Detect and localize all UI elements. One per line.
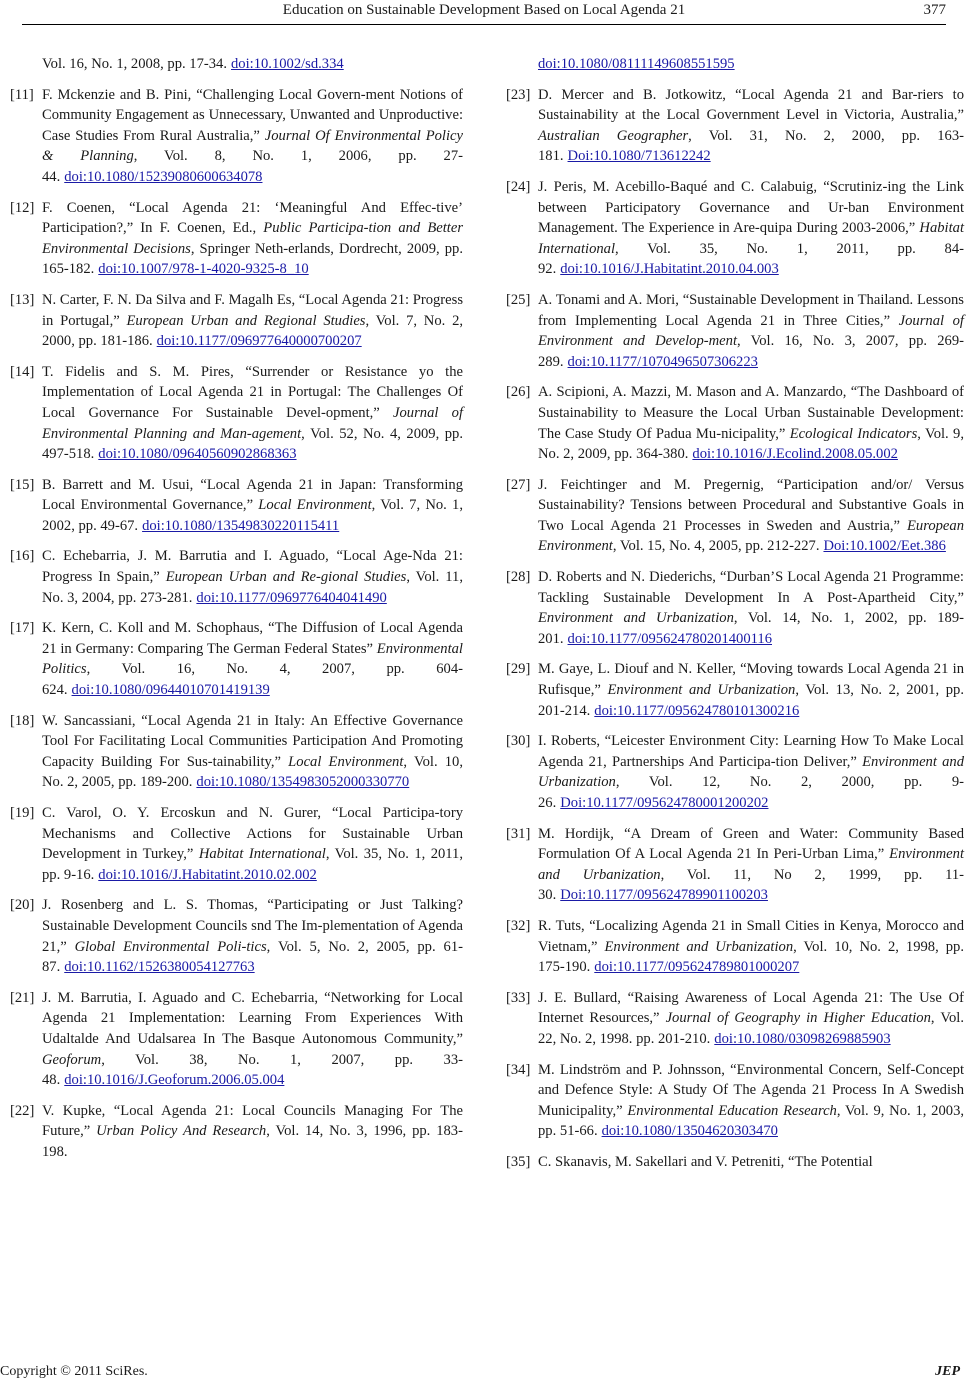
reference-text	[538, 824, 964, 906]
reference-column-right	[506, 54, 964, 1183]
reference-item	[506, 290, 964, 372]
doi-link[interactable]: doi:10.1177/1070496507306223	[567, 353, 758, 370]
reference-number: [16]	[10, 548, 35, 565]
reference-authors-title: N. Carter, F. N. Da Silva and F. Magalh Es, “Local Agenda 21: Progress in Portugal,”	[42, 291, 463, 329]
reference-details: , Vol. 35, No. 1, 2011, pp. 84-92.	[538, 240, 964, 278]
reference-source: European Environment	[538, 517, 964, 555]
reference-source: Journal of Environmental Planning and Man-agement	[42, 404, 463, 442]
reference-number: [18]	[10, 712, 35, 729]
reference-item	[10, 711, 463, 793]
reference-text	[42, 198, 463, 280]
reference-text	[538, 382, 964, 464]
reference-authors-title: C. Varol, O. Y. Ercoskun and N. Gurer, “Local Participa-tory Mechanisms and Collective Actions for Sustainable Urban Development in Turkey,”	[42, 805, 463, 863]
reference-item	[506, 988, 964, 1050]
reference-authors-title: C. Echebarria, J. M. Barrutia and I. Aguado, “Local Age-Nda 21: Progress In Spain,”	[42, 548, 463, 586]
reference-details: , Vol. 12, No. 2, 2000, pp. 9-26.	[538, 774, 964, 811]
reference-authors-title: Vol. 16, No. 1, 2008, pp. 17-34.	[42, 56, 227, 72]
reference-item	[506, 824, 964, 906]
reference-item	[10, 54, 463, 75]
doi-link[interactable]: Doi:10.1002/Eet.386	[823, 538, 946, 555]
reference-source: Environment and Urbanization	[538, 846, 964, 883]
reference-source: Public Participa-tion and Better Environmental Decisions	[42, 220, 464, 257]
reference-authors-title: B. Barrett and M. Usui, “Local Agenda 21 in Japan: Transforming Local Environmental Governance,”	[42, 476, 463, 514]
reference-item	[10, 988, 463, 1091]
doi-link[interactable]: doi:10.1177/0969776404041490	[196, 589, 387, 606]
reference-item	[10, 546, 463, 608]
reference-number: [27]	[506, 476, 531, 493]
reference-text	[538, 85, 964, 167]
reference-item	[506, 475, 964, 557]
reference-item	[506, 1152, 964, 1173]
reference-source: Urban Policy And Research	[96, 1123, 267, 1140]
reference-source: Environment and Urbanization	[607, 682, 796, 699]
doi-link[interactable]: doi:10.1016/J.Habitatint.2010.04.003	[560, 261, 779, 278]
reference-column-left	[10, 54, 463, 1173]
reference-details: , Vol. 10, No. 2, 1998, pp. 175-190.	[538, 938, 964, 976]
reference-number: [29]	[506, 661, 531, 678]
doi-link[interactable]: doi:10.1080/03098269885903	[714, 1030, 891, 1047]
reference-text	[42, 618, 463, 700]
reference-item	[506, 85, 964, 167]
reference-details: , Vol. 13, No. 2, 2001, pp. 201-214.	[538, 682, 964, 719]
reference-number: [34]	[506, 1061, 531, 1078]
reference-details: , Vol. 31, No. 2, 2000, pp. 163-181.	[538, 127, 964, 165]
page-number: 377	[923, 2, 946, 18]
reference-authors-title: J. Peris, M. Acebillo-Baqué and C. Calabuig, “Scrutiniz-ing the Link between Participatory Governance and Ur-ban Environment Management. The Experience in Are-quipa During 2003-2006,”	[538, 178, 964, 237]
header-rule	[22, 24, 946, 25]
reference-source: European Urban and Re-gional Studies	[165, 569, 407, 586]
doi-link[interactable]: doi:10.1080/09644010701419139	[71, 682, 270, 699]
reference-item	[506, 177, 964, 280]
doi-link[interactable]: doi:10.1080/13549830220115411	[142, 517, 340, 534]
reference-source: European Urban and Regional Studies	[126, 312, 366, 329]
reference-source: Environment and Urbanization	[538, 753, 964, 791]
doi-link[interactable]: Doi:10.1177/095624780001200202	[560, 795, 769, 811]
reference-number: [24]	[506, 178, 531, 195]
reference-text	[42, 803, 463, 885]
reference-source: Environment and Urbanization	[538, 610, 734, 627]
running-title: Education on Sustainable Development Based on Local Agenda 21	[282, 2, 686, 18]
reference-source: Journal of Environment and Develop-ment	[538, 312, 964, 350]
doi-link[interactable]: doi:10.1177/095624780201400116	[567, 630, 772, 647]
reference-item	[506, 659, 964, 721]
reference-authors-title: F. Mckenzie and B. Pini, “Challenging Local Govern-ment Notions of Community Engagement as Unnecessary, Unwanted and Unproductive: Case Studies From Rural Australia,”	[42, 86, 463, 144]
reference-authors-title: R. Tuts, “Localizing Agenda 21 in Small Cities in Kenya, Morocco and Vietnam,”	[538, 917, 964, 955]
reference-details: , Vol. 52, No. 4, 2009, pp. 497-518.	[42, 425, 464, 463]
reference-authors-title: M. Lindström and P. Johnsson, “Environmental Concern, Self-Concept and Defence Style: A Study Of The Agenda 21 Process In A Swedish Municipality,”	[538, 1061, 964, 1119]
reference-details: , Vol. 35, No. 1, 2011, pp. 9-16.	[42, 846, 464, 883]
reference-item	[10, 1101, 463, 1163]
reference-details: , Vol. 9, No. 1, 2003, pp. 51-66.	[538, 1102, 965, 1140]
doi-link[interactable]: doi:10.1080/09640560902868363	[98, 446, 297, 463]
reference-authors-title: V. Kupke, “Local Agenda 21: Local Councils Managing For The Future,”	[42, 1102, 463, 1140]
reference-item	[506, 54, 964, 75]
reference-text	[538, 1152, 964, 1173]
reference-source: Environment and Urbanization	[604, 938, 794, 955]
reference-details: , Vol. 7, No. 2, 2000, pp. 181-186.	[42, 312, 464, 350]
reference-source: Environmental Politics	[42, 640, 463, 678]
reference-text	[42, 290, 463, 352]
reference-source: Habitat International	[538, 220, 964, 257]
reference-number: [12]	[10, 199, 35, 216]
reference-number: [35]	[506, 1153, 531, 1170]
reference-text	[538, 475, 964, 557]
reference-details: , Vol. 15, No. 4, 2005, pp. 212-227.	[612, 538, 820, 555]
reference-number: [13]	[10, 291, 35, 308]
doi-link[interactable]: doi:10.1080/1354983052000330770	[196, 774, 410, 791]
reference-authors-title: A. Scipioni, A. Mazzi, M. Mason and A. Manzardo, “The Dashboard of Sustainability to Measure the Local Urban Sustainable Development: The Case Study Of Padua Mu-nicipality,”	[538, 384, 964, 442]
reference-item	[506, 567, 964, 649]
reference-authors-title: I. Roberts, “Leicester Environment City: Learning How To Make Local Agenda 21, Partnerships And Participa-tion Deliver,”	[538, 733, 964, 770]
reference-source: Local Environment	[258, 497, 372, 514]
reference-item	[506, 731, 964, 813]
reference-item	[10, 85, 463, 188]
journal-abbrev: JEP	[935, 1364, 960, 1379]
reference-source: Ecological Indicators	[789, 425, 918, 442]
reference-authors-title: M. Gaye, L. Diouf and N. Keller, “Moving towards Local Agenda 21 in Rufisque,”	[538, 661, 964, 699]
reference-authors-title: F. Coenen, “Local Agenda 21: ‘Meaningful And Effec-tive’ Participation?,” In F. Coenen, Ed.,	[42, 199, 463, 237]
reference-number: [31]	[506, 825, 531, 842]
doi-link[interactable]: doi:10.1080/15239080600634078	[64, 168, 263, 185]
reference-item	[506, 1060, 964, 1142]
reference-text	[42, 85, 463, 188]
reference-number: [15]	[10, 476, 35, 493]
reference-item	[10, 803, 463, 885]
reference-text	[538, 988, 964, 1050]
running-header	[0, 0, 968, 28]
reference-number: [17]	[10, 620, 35, 637]
reference-source: Global Environmental Poli-tics	[74, 938, 267, 955]
reference-number: [23]	[506, 86, 531, 103]
reference-number: [20]	[10, 897, 35, 914]
doi-link[interactable]: doi:10.1016/J.Ecolind.2008.05.002	[692, 446, 898, 463]
reference-item	[10, 290, 463, 352]
reference-text	[538, 567, 964, 649]
reference-number: [22]	[10, 1102, 35, 1119]
reference-authors-title: D. Roberts and N. Diederichs, “Durban’S Local Agenda 21 Programme: Tackling Sustainable Development In A Post-Apartheid City,”	[538, 569, 964, 606]
reference-text	[42, 475, 463, 537]
reference-number: [11]	[10, 86, 34, 103]
reference-details: , Vol. 16, No. 4, 2007, pp. 604-624.	[42, 661, 463, 699]
reference-details: , Vol. 11, No 2, 1999, pp. 11-30.	[538, 866, 964, 904]
reference-number: [21]	[10, 989, 35, 1006]
reference-source: Habitat International	[198, 846, 326, 863]
doi-link[interactable]: doi:10.1177/095624789801000207	[594, 959, 800, 976]
doi-link[interactable]: doi:10.1016/J.Geoforum.2006.05.004	[64, 1072, 285, 1089]
reference-authors-title: T. Fidelis and S. M. Pires, “Surrender or Resistance yo the Implementation of Local Agenda 21 in Portugal: The Challenges Of Local Governance For Sustainable Devel-opment,”	[42, 363, 463, 421]
reference-details: , Vol. 5, No. 2, 2005, pp. 61-87.	[42, 938, 463, 976]
reference-number: [25]	[506, 291, 531, 308]
doi-link[interactable]: doi:10.1177/095624780101300216	[594, 702, 800, 719]
reference-details: , Vol. 9, No. 2, 2009, pp. 364-380.	[538, 425, 964, 463]
reference-details: , Vol. 10, No. 2, 2005, pp. 189-200.	[42, 753, 464, 791]
reference-text	[42, 362, 463, 465]
reference-number: [30]	[506, 733, 531, 750]
reference-text	[538, 916, 964, 978]
reference-number: [33]	[506, 989, 531, 1006]
reference-authors-title: J. Feichtinger and M. Pregernig, “Participation and/or/ Versus Sustainability? Tensions between Procedural and Substantive Goals in Two Local Agenda 21 Processes in Sweden and Austria,”	[538, 476, 964, 534]
reference-item	[10, 198, 463, 280]
reference-authors-title: W. Sancassiani, “Local Agenda 21 in Italy: An Effective Governance Tool For Facilitating Local Communities Participation And Promoting Capacity Building For Sus-tainability,”	[42, 712, 463, 770]
reference-source: Local Environment	[288, 753, 404, 770]
reference-text	[42, 546, 463, 608]
reference-text	[538, 177, 964, 280]
reference-details: , Vol. 38, No. 1, 2007, pp. 33-48.	[42, 1051, 463, 1089]
reference-text	[42, 54, 463, 75]
reference-text	[538, 290, 964, 372]
reference-text	[42, 988, 463, 1091]
reference-source: Environmental Education Research	[627, 1102, 837, 1119]
reference-authors-title: A. Tonami and A. Mori, “Sustainable Development in Thailand. Lessons from Implementing Local Agenda 21 in Three Cities,”	[538, 291, 964, 329]
reference-text	[42, 711, 463, 793]
reference-authors-title: K. Kern, C. Koll and M. Schophaus, “The Diffusion of Local Agenda 21 in Germany: Comparing The German Federal States”	[42, 620, 463, 657]
reference-details: , Vol. 8, No. 1, 2006, pp. 27-44.	[42, 148, 463, 185]
reference-details: , Vol. 7, No. 1, 2002, pp. 49-67.	[42, 497, 463, 534]
reference-details: , Vol. 16, No. 3, 2007, pp. 269-289.	[538, 333, 964, 370]
doi-link[interactable]: doi:10.1080/08111149608551595	[538, 56, 735, 72]
doi-link[interactable]: doi:10.1162/1526380054127763	[64, 959, 255, 976]
reference-details: , Vol. 11, No. 3, 2004, pp. 273-281.	[42, 569, 463, 606]
reference-authors-title: J. E. Bullard, “Raising Awareness of Local Agenda 21: The Use Of Internet Resources,”	[538, 989, 964, 1027]
reference-text	[538, 731, 964, 813]
reference-item	[10, 895, 463, 977]
reference-details: , Vol. 14, No. 3, 1996, pp. 183-198.	[42, 1123, 463, 1160]
reference-source: Australian Geographer	[538, 127, 689, 144]
reference-number: [26]	[506, 384, 531, 401]
reference-item	[10, 475, 463, 537]
reference-text	[42, 895, 463, 977]
reference-number: [32]	[506, 917, 531, 934]
doi-link[interactable]: doi:10.1016/J.Habitatint.2010.02.002	[98, 866, 317, 883]
doi-link[interactable]: doi:10.1007/978-1-4020-9325-8_10	[98, 261, 309, 278]
reference-item	[506, 382, 964, 464]
reference-details: , Springer Neth-erlands, Dordrecht, 2009, pp. 165-182.	[42, 240, 463, 278]
reference-details: , Vol. 14, No. 1, 2002, pp. 189-201.	[538, 610, 964, 647]
reference-text	[538, 1060, 964, 1142]
copyright-notice: Copyright © 2011 SciRes.	[0, 1364, 148, 1379]
reference-item	[506, 916, 964, 978]
reference-number: [28]	[506, 569, 531, 586]
doi-link[interactable]: Doi:10.1080/713612242	[567, 148, 711, 165]
reference-source: Journal of Geography in Higher Education	[665, 1010, 931, 1027]
doi-link[interactable]: doi:10.1177/096977640000700207	[156, 333, 362, 350]
reference-number: [19]	[10, 805, 35, 821]
reference-text	[538, 659, 964, 721]
doi-link[interactable]: Doi:10.1177/095624789901100203	[560, 887, 768, 904]
reference-item	[10, 362, 463, 465]
reference-authors-title: J. Rosenberg and L. S. Thomas, “Participating or Just Talking? Sustainable Development Councils snd The Im-plementation of Agenda 21,”	[42, 897, 463, 955]
doi-link[interactable]: doi:10.1002/sd.334	[231, 56, 344, 72]
reference-details: , Vol. 22, No. 2, 1998. pp. 201-210.	[538, 1010, 964, 1047]
reference-authors-title: C. Skanavis, M. Sakellari and V. Petreniti, “The Potential	[538, 1153, 873, 1170]
page-footer	[0, 1362, 968, 1386]
reference-authors-title: D. Mercer and B. Jotkowitz, “Local Agenda 21 and Bar-riers to Sustainability at the Local Government Level in Victoria, Australia,”	[538, 86, 964, 124]
reference-number: [14]	[10, 363, 35, 380]
reference-text	[42, 1101, 463, 1163]
reference-authors-title: J. M. Barrutia, I. Aguado and C. Echebarria, “Networking for Local Agenda 21 Implementation: Learning From Experiences With Udaltalde And Udalsarea In The Basque Autonomous Community,”	[42, 989, 463, 1047]
doi-link[interactable]: doi:10.1080/13504620303470	[601, 1123, 778, 1140]
reference-text	[538, 54, 964, 75]
reference-item	[10, 618, 463, 700]
reference-source: Geoforum	[42, 1051, 102, 1068]
reference-authors-title: M. Hordijk, “A Dream of Green and Water: Community Based Formulation Of A Local Agenda 21 In Peri-Urban Lima,”	[538, 825, 964, 863]
reference-source: Journal Of Environmental Policy & Planning	[42, 127, 463, 165]
